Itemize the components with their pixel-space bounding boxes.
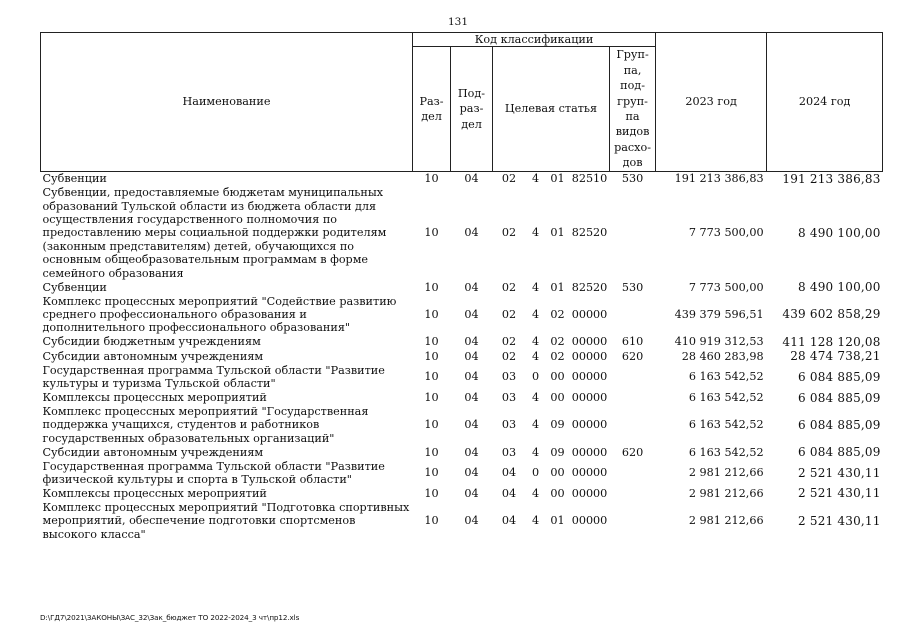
row-group xyxy=(610,364,656,391)
table-row xyxy=(41,349,883,363)
row-group: 620 xyxy=(621,349,644,363)
row-name: Субвенции xyxy=(42,172,107,186)
row-amount-2023: 439 379 596,51 xyxy=(674,307,764,321)
row-target-program: 03 xyxy=(501,390,517,404)
row-target-sub: 01 xyxy=(550,280,565,294)
row-razdel: 10 xyxy=(424,172,439,186)
header-target: Целевая статья xyxy=(493,47,610,171)
row-name: Государственная программа Тульской области "Развитие физической культуры и спорта в Тульской области" xyxy=(42,459,385,487)
row-name: Комплекс процессных мероприятий "Подготовка спортивных мероприятий, обеспечение подготовки спортсменов высокого класса" xyxy=(42,500,410,541)
row-target-sub: 00 xyxy=(550,486,565,500)
row-name: Комплекс процессных мероприятий "Содействие развитию среднего профессионального образования и дополнительного профессионального образования" xyxy=(42,294,397,335)
row-group xyxy=(610,460,656,487)
row-amount-2023: 6 163 542,52 xyxy=(688,390,764,404)
row-podrazdel: 04 xyxy=(464,280,479,294)
header-razdel: Раз- дел xyxy=(413,47,451,171)
row-amount-2024: 6 084 885,09 xyxy=(798,369,881,384)
row-group: 530 xyxy=(621,280,644,294)
row-podrazdel: 04 xyxy=(464,514,479,528)
table-header xyxy=(41,33,883,172)
table-row xyxy=(41,295,883,335)
row-target-sub: 02 xyxy=(550,349,565,363)
row-target-direction: 00000 xyxy=(571,514,608,528)
row-target-type: 4 xyxy=(531,349,540,363)
row-amount-2024: 439 602 858,29 xyxy=(782,307,881,322)
budget-table xyxy=(40,32,883,541)
row-name: Комплексы процессных мероприятий xyxy=(42,390,267,404)
row-razdel: 10 xyxy=(424,418,439,432)
row-amount-2024: 191 213 386,83 xyxy=(782,171,881,186)
row-target-program: 02 xyxy=(501,280,517,294)
row-amount-2023: 2 981 212,66 xyxy=(688,514,764,528)
table-row xyxy=(41,335,883,349)
row-group: 610 xyxy=(621,335,644,349)
row-target-program: 02 xyxy=(501,349,517,363)
row-name: Субвенции xyxy=(42,280,107,294)
row-target-direction: 82510 xyxy=(571,172,608,186)
header-year-2024: 2024 год xyxy=(767,33,883,172)
row-target-program: 03 xyxy=(501,370,517,384)
row-amount-2023: 7 773 500,00 xyxy=(688,226,764,240)
row-name: Субсидии автономным учреждениям xyxy=(42,445,264,459)
row-target-type: 4 xyxy=(531,280,540,294)
row-amount-2023: 191 213 386,83 xyxy=(674,172,764,186)
row-target-direction: 00000 xyxy=(571,390,608,404)
row-name: Субвенции, предоставляемые бюджетам муниципальных образований Тульской области из бюджета области для осуществления государственного полномочия по предоставлению меры социальной поддержки родителям (законным представителям) детей, обучающихся по основным общеобразовательным программам в форме семейного образования xyxy=(42,186,387,280)
row-amount-2024: 8 490 100,00 xyxy=(798,225,881,240)
row-group xyxy=(610,391,656,405)
row-target-direction: 00000 xyxy=(571,486,608,500)
row-target-sub: 01 xyxy=(550,514,565,528)
row-amount-2023: 2 981 212,66 xyxy=(688,466,764,480)
table-row xyxy=(41,445,883,459)
row-podrazdel: 04 xyxy=(464,335,479,349)
row-target-type: 4 xyxy=(531,445,540,459)
row-target-type: 4 xyxy=(531,226,540,240)
row-target-type: 4 xyxy=(531,172,540,186)
row-target-program: 02 xyxy=(501,172,517,186)
row-target-direction: 00000 xyxy=(571,307,608,321)
row-group xyxy=(610,405,656,445)
row-target-sub: 00 xyxy=(550,466,565,480)
row-amount-2023: 6 163 542,52 xyxy=(688,445,764,459)
row-group xyxy=(610,486,656,500)
row-amount-2024: 6 084 885,09 xyxy=(798,417,881,432)
table-row xyxy=(41,486,883,500)
row-razdel: 10 xyxy=(424,514,439,528)
row-target-type: 4 xyxy=(531,418,540,432)
row-target-program: 03 xyxy=(501,418,517,432)
row-target-program: 03 xyxy=(501,445,517,459)
row-name: Субсидии бюджетным учреждениям xyxy=(42,335,261,349)
row-group xyxy=(610,501,656,541)
table-body xyxy=(41,171,883,541)
row-podrazdel: 04 xyxy=(464,418,479,432)
row-target-type: 0 xyxy=(531,370,540,384)
row-target-sub: 01 xyxy=(550,226,565,240)
row-target-sub: 09 xyxy=(550,418,565,432)
header-year-2023: 2023 год xyxy=(656,33,767,172)
row-amount-2024: 2 521 430,11 xyxy=(798,486,881,501)
table-row xyxy=(41,391,883,405)
row-razdel: 10 xyxy=(424,349,439,363)
table-row xyxy=(41,405,883,445)
row-target-type: 4 xyxy=(531,486,540,500)
header-name: Наименование xyxy=(41,33,413,172)
row-razdel: 10 xyxy=(424,486,439,500)
row-target-program: 02 xyxy=(501,226,517,240)
row-target-sub: 09 xyxy=(550,445,565,459)
row-target-program: 04 xyxy=(501,486,517,500)
row-target-direction: 00000 xyxy=(571,445,608,459)
row-amount-2024: 411 128 120,08 xyxy=(782,334,881,349)
row-target-program: 02 xyxy=(501,335,517,349)
row-target-type: 0 xyxy=(531,466,540,480)
row-amount-2024: 6 084 885,09 xyxy=(798,445,881,460)
row-target-direction: 00000 xyxy=(571,370,608,384)
row-razdel: 10 xyxy=(424,390,439,404)
row-name: Комплексы процессных мероприятий xyxy=(42,486,267,500)
header-podrazdel: Под- раз- дел xyxy=(451,47,493,171)
row-podrazdel: 04 xyxy=(464,445,479,459)
row-target-sub: 01 xyxy=(550,172,565,186)
row-group xyxy=(610,295,656,335)
row-name: Субсидии автономным учреждениям xyxy=(42,349,264,363)
row-amount-2023: 28 460 283,98 xyxy=(681,349,764,363)
row-target-type: 4 xyxy=(531,307,540,321)
row-amount-2023: 410 919 312,53 xyxy=(674,335,764,349)
row-podrazdel: 04 xyxy=(464,307,479,321)
row-target-sub: 00 xyxy=(550,370,565,384)
row-razdel: 10 xyxy=(424,335,439,349)
row-target-direction: 82520 xyxy=(571,280,608,294)
table-row xyxy=(41,364,883,391)
row-razdel: 10 xyxy=(424,280,439,294)
row-target-type: 4 xyxy=(531,514,540,528)
row-amount-2023: 6 163 542,52 xyxy=(688,418,764,432)
row-razdel: 10 xyxy=(424,307,439,321)
row-target-program: 02 xyxy=(501,307,517,321)
row-target-sub: 02 xyxy=(550,335,565,349)
row-target-program: 04 xyxy=(501,514,517,528)
row-name: Государственная программа Тульской области "Развитие культуры и туризма Тульской области" xyxy=(42,363,385,391)
row-amount-2024: 2 521 430,11 xyxy=(798,513,881,528)
row-target-type: 4 xyxy=(531,335,540,349)
table-row xyxy=(41,171,883,186)
row-amount-2023: 6 163 542,52 xyxy=(688,370,764,384)
row-amount-2024: 2 521 430,11 xyxy=(798,465,881,480)
row-target-direction: 00000 xyxy=(571,466,608,480)
table-row xyxy=(41,280,883,294)
row-target-direction: 00000 xyxy=(571,349,608,363)
footer-file-path: D:\ГД7\2021\ЗАКОНЫ\ЗАС_32\Зак_бюджет ТО 2022-2024_3 чт\пр12.xls xyxy=(40,613,300,622)
row-podrazdel: 04 xyxy=(464,370,479,384)
row-podrazdel: 04 xyxy=(464,226,479,240)
row-target-sub: 02 xyxy=(550,307,565,321)
row-razdel: 10 xyxy=(424,226,439,240)
row-group xyxy=(610,186,656,280)
row-amount-2024: 6 084 885,09 xyxy=(798,390,881,405)
row-target-direction: 00000 xyxy=(571,335,608,349)
row-podrazdel: 04 xyxy=(464,466,479,480)
row-target-type: 4 xyxy=(531,390,540,404)
row-amount-2024: 28 474 738,21 xyxy=(790,349,881,364)
page-number: 131 xyxy=(447,16,469,28)
row-group: 530 xyxy=(621,172,644,186)
row-name: Комплекс процессных мероприятий "Государственная поддержка учащихся, студентов и работников государственных образовательных организаций" xyxy=(42,404,369,445)
table-row xyxy=(41,186,883,280)
row-podrazdel: 04 xyxy=(464,390,479,404)
row-razdel: 10 xyxy=(424,370,439,384)
table-row xyxy=(41,501,883,541)
row-podrazdel: 04 xyxy=(464,486,479,500)
row-razdel: 10 xyxy=(424,445,439,459)
row-target-sub: 00 xyxy=(550,390,565,404)
row-target-direction: 82520 xyxy=(571,226,608,240)
row-amount-2024: 8 490 100,00 xyxy=(798,280,881,295)
row-target-program: 04 xyxy=(501,466,517,480)
row-target-direction: 00000 xyxy=(571,418,608,432)
row-razdel: 10 xyxy=(424,466,439,480)
header-group: Груп- па, под- груп- па видов расхо- дов xyxy=(610,47,656,171)
table-row xyxy=(41,460,883,487)
row-amount-2023: 7 773 500,00 xyxy=(688,280,764,294)
row-podrazdel: 04 xyxy=(464,349,479,363)
header-code-group: Код классификации xyxy=(413,33,656,47)
row-podrazdel: 04 xyxy=(464,172,479,186)
row-group: 620 xyxy=(621,445,644,459)
row-amount-2023: 2 981 212,66 xyxy=(688,486,764,500)
